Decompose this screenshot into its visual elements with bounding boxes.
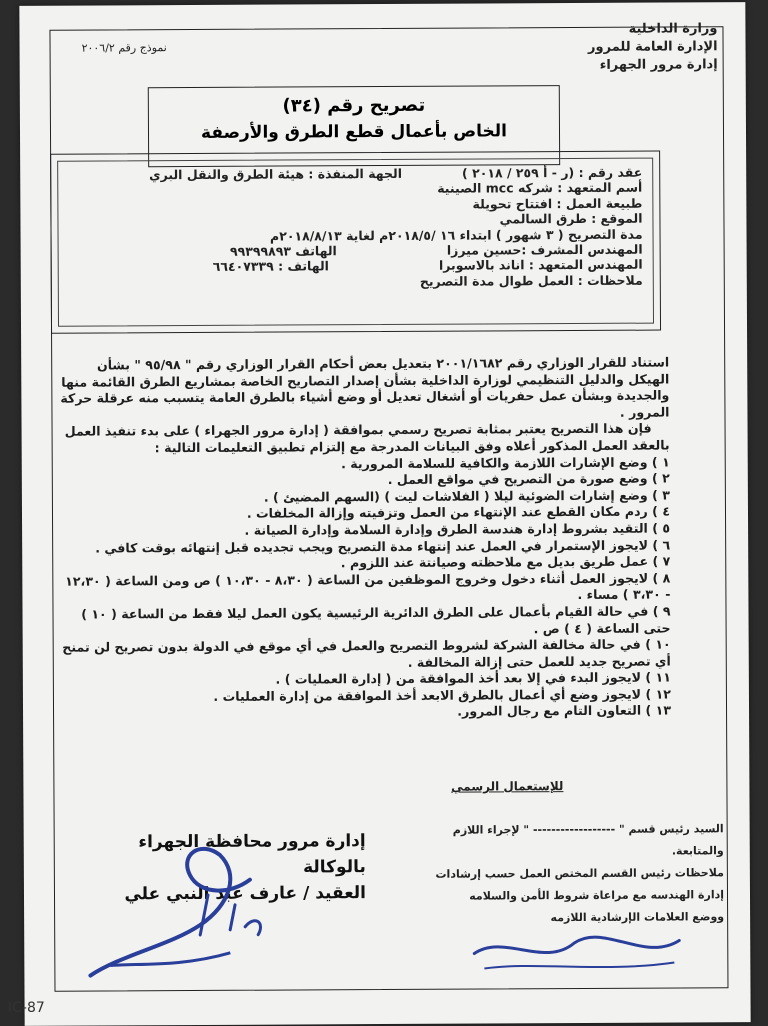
handwritten-signature	[80, 835, 281, 986]
instructions-list	[58, 454, 671, 723]
supervising-phone: الهاتف ٩٩٣٩٩٨٩٣	[229, 243, 337, 259]
routing-line: إدارة الهندسه مع مراعاة شروط الأمن والسلامه	[469, 888, 725, 903]
issuer-header	[477, 20, 717, 75]
contractor-name: أسم المتعهد : شركه mcc الصينية	[437, 180, 643, 197]
instruction-item: ٧ ) عمل طريق بديل مع ملاحظته وصيانتة عند اللزوم .	[340, 553, 671, 571]
instruction-item: ٥ ) التقيد بشروط إدارة هندسة الطرق وإدارة السلامة وإدارة الصيانة .	[244, 520, 671, 538]
permit-title: تصريح رقم (٣٤)	[282, 94, 426, 117]
signatory-office: إدارة مرور محافظة الجهراء بالوكالة	[138, 831, 366, 878]
signatory-name: العقيد / عارف عبد النبي علي	[124, 883, 367, 905]
instruction-item: ١ ) وضع الإشارات اللازمة والكافية للسلامة المرورية .	[341, 454, 670, 471]
instruction-item: ٢ ) وضع صورة من التصريح في مواقع العمل .	[387, 470, 670, 488]
permit-statement-paragraph: فإن هذا التصريح يعتبر بمثابة تصريح رسمي بموافقة ( إدارة مرور الجهراء ) على بدء تنفيذ العمل بالعقد العمل المذكور أعلاه وفق البيانات المدرجة مع إلتزام تطبيق التعليمات التالية :	[64, 420, 670, 456]
instruction-item: ١٢ ) لايجوز وضع أي أعمال بالطرق الابعد أخذ الموافقة من إدارة العمليات .	[213, 686, 671, 704]
permit-info-box	[50, 151, 661, 334]
routing-line: ووضع العلامات الإرشادية اللازمه	[550, 910, 725, 925]
instruction-item: ٤ ) ردم مكان القطع عند الإنتهاء من العمل وتزفيته وإزالة المخلفات .	[246, 503, 671, 522]
general-department: الإدارة العامة للمرور	[587, 39, 718, 55]
work-type: طبيعة العمل : افتتاح تحويلة	[472, 195, 643, 212]
instruction-item: ٩ ) في حالة القيام بأعمال على الطرق الدائرية الرئيسية يكون العمل ليلا فقط من الساعة ( ١٠ ) حتى الساعة ( ٤ ) ص .	[81, 603, 671, 636]
instruction-item: ١٣ ) التعاون التام مع رجال المرور.	[457, 702, 672, 720]
document-sheet	[19, 2, 750, 1026]
routing-line: السيد رئيس قسم " ------------------ " لإجراء اللازم والمتابعة.	[452, 822, 724, 858]
notes: ملاحظات : العمل طوال مدة التصريح	[419, 272, 643, 289]
permit-subtitle: الخاص بأعمال قطع الطرق والأرصفة	[200, 121, 508, 143]
instruction-item: ٣ ) وضع إشارات الضوئية ليلا ( الفلاشات ليت ) (السهم المضيئ ) .	[263, 487, 670, 505]
form-number: نموذج رقم ٢٠٠٦/٢	[81, 41, 167, 55]
instruction-item: ٦ ) لايجوز الإستمرار في العمل عند إنتهاء مدة التصريح ويجب تجديده قبل إنتهائه بوقت كافي .	[95, 537, 671, 556]
instruction-item: ٨ ) لايجوز العمل أثناء دخول وخروج الموظفين من الساعة ( ٨،٣٠ - ١٠،٣٠ ) ص ومن الساعة ( ١٢،٣٠ - ٣،٣٠ ) مساء .	[65, 570, 671, 603]
legal-basis-paragraph: استناد للقرار الوزاري رقم ٢٠٠١/١٦٨٢ بتعديل بعض أحكام القرار الوزاري رقم " ٩٥/٩٨ " بشأن الهيكل والدليل التنظيمي لوزارة الداخلية بشأن إصدار التصاريح الخاصة بمشاريع الطرق القائمة منها والجديدة وبشأن عمل حفريات أو أشغال تعديل أو وضع أشياء بالطرق العامة يتسبب منه عرقلة حركة المرور .	[60, 354, 670, 420]
instruction-item: ١١ ) لايجوز البدء في إلا بعد أخذ الموافقة من ( إدارة العمليات ) .	[275, 669, 671, 687]
executing-body: الجهة المنفذة : هيئة الطرق والنقل البري	[149, 165, 403, 183]
routing-line: ملاحظات رئيس القسم المختص العمل حسب إرشادات	[435, 866, 724, 881]
permit-duration: مدة التصريح ( ٣ شهور ) ابتداء ١٦ /٢٠١٨/٥م لغاية ٢٠١٨/٨/١٣م	[269, 226, 643, 244]
ministry-name: وزارة الداخلية	[628, 21, 718, 37]
contractor-phone: الهاتف : ٦٦٤٠٧٣٣٩	[212, 258, 329, 275]
instruction-item: ١٠ ) في حالة مخالفة الشركة لشروط التصريح والعمل في أي موقع في الدولة بدون تصريح لن تمنح أي تصريح جديد للعمل حتى إزالة المخالفة .	[62, 636, 671, 670]
contractor-engineer: المهندس المتعهد : اناند بالاسوبرا	[438, 257, 643, 274]
location: الموقع : طرق السالمي	[499, 210, 643, 227]
notes-row	[69, 272, 643, 290]
corner-handwritten-note: IC-87	[8, 1000, 45, 1016]
department-head-signature	[454, 912, 694, 983]
department-name: إدارة مرور الجهراء	[599, 57, 718, 73]
permit-body	[57, 355, 671, 723]
contract-number: عقد رقم : (ر - أ ٢٥٩ / ٢٠١٨ )	[461, 164, 643, 181]
supervising-engineer: المهندس المشرف :حسين ميرزا	[446, 241, 643, 258]
permit-info-inner	[57, 158, 654, 327]
official-use-label: للإستعمال الرسمي	[451, 779, 564, 794]
